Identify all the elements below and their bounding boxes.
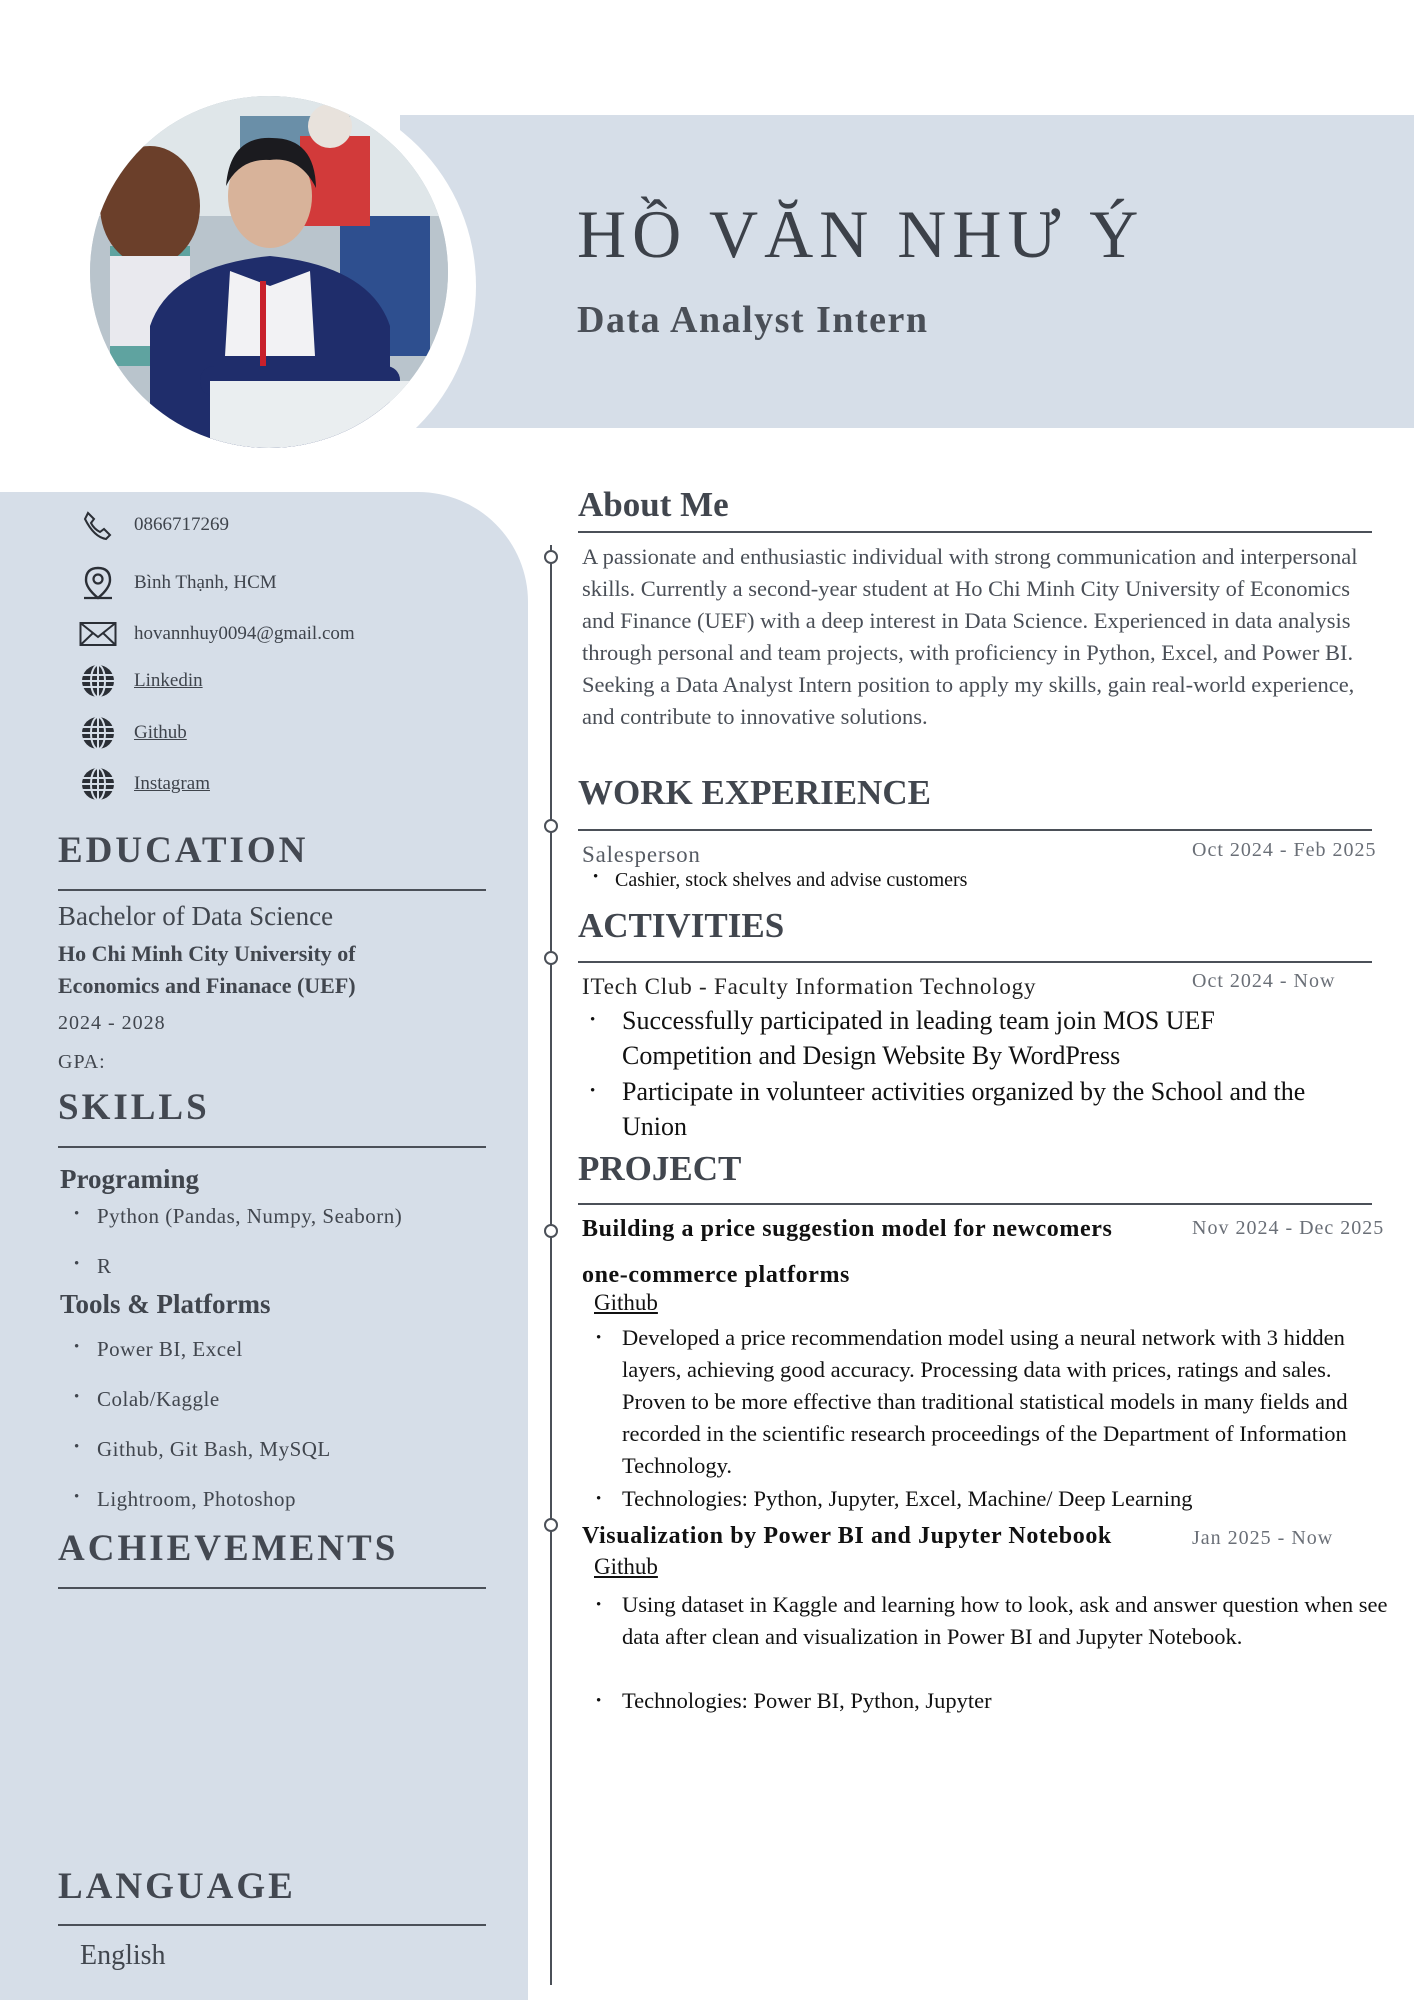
project-1-title: Building a price suggestion model for newcomers [582, 1216, 1113, 1242]
linkedin-link[interactable]: Linkedin [134, 670, 203, 691]
project-1-bullet: • Developed a price recommendation model using a neural network with 3 hidden layers, achieving good accuracy. Processing data with prices, ratings and sales. Proven to be more effective than traditional statistical models in many fields and recorded in the scientific research proceedings of the Department of Information Technology. [590, 1322, 1390, 1482]
timeline-dot [544, 1518, 558, 1532]
about-rule [578, 531, 1372, 533]
school-line-2: Economics and Finanace (UEF) [58, 973, 356, 998]
education-rule [58, 889, 486, 891]
timeline-dot [544, 819, 558, 833]
globe-icon [78, 713, 118, 753]
language-item: English [80, 1940, 166, 1971]
about-text: A passionate and enthusiastic individual with strong communication and interpersonal skills. Currently a second-year student at Ho Chi Minh City University of Economics and Finance (UEF) with a deep interest in Data Science. Experienced in data analysis through personal and team projects, with proficiency in Python, Excel, and Power BI. Seeking a Data Analyst Intern position to apply my skills, gain real-world experience, and contribute to innovative solutions. [582, 544, 1358, 729]
project-2-github-link[interactable]: Github [594, 1554, 658, 1579]
project-2-title: Visualization by Power BI and Jupyter Notebook [582, 1523, 1112, 1549]
project-2-date: Jan 2025 - Now [1192, 1527, 1334, 1549]
project-2-bullet: • Using dataset in Kaggle and learning how to look, ask and answer question when see data after clean and visualization in Power BI and Jupyter Notebook. [590, 1589, 1390, 1653]
degree: Bachelor of Data Science [58, 901, 334, 931]
contact-instagram[interactable] [78, 764, 210, 804]
tool-item: • Colab/Kaggle [74, 1387, 220, 1412]
globe-icon [78, 661, 118, 701]
activity-title: ITech Club - Faculty Information Technology [582, 974, 1037, 999]
tool-item: • Github, Git Bash, MySQL [74, 1437, 331, 1462]
programing-title: Programing [60, 1164, 199, 1194]
activity-bullet: • Successfully participated in leading team join MOS UEF Competition and Design Website By WordPress [590, 1003, 1215, 1073]
skill-item: • Python (Pandas, Numpy, Seaborn) [74, 1204, 402, 1229]
mail-icon [78, 614, 118, 654]
activities-heading: ACTIVITIES [578, 906, 785, 945]
email-text[interactable]: hovannhuy0094@gmail.com [134, 623, 355, 644]
project-rule [578, 1203, 1372, 1205]
contact-github[interactable] [78, 713, 187, 753]
location-pin-icon [78, 563, 118, 603]
project-1-github-link[interactable]: Github [594, 1290, 658, 1315]
profile-photo [90, 96, 448, 448]
activities-rule [578, 961, 1372, 963]
candidate-name: HỒ VĂN NHƯ Ý [577, 196, 1145, 272]
project-2-bullet: • Technologies: Power BI, Python, Jupyter [590, 1685, 1390, 1717]
timeline-dot [544, 1224, 558, 1238]
instagram-link[interactable]: Instagram [134, 773, 210, 794]
skills-rule [58, 1146, 486, 1148]
activity-date: Oct 2024 - Now [1192, 970, 1336, 992]
about-heading: About Me [578, 485, 729, 524]
candidate-role: Data Analyst Intern [577, 299, 929, 341]
contact-location [78, 563, 277, 603]
education-heading: EDUCATION [58, 830, 309, 871]
phone-icon [78, 505, 118, 545]
phone-number: 0866717269 [134, 514, 229, 535]
language-rule [58, 1924, 486, 1926]
location-text: Bình Thạnh, HCM [134, 572, 277, 593]
skills-heading: SKILLS [58, 1087, 210, 1128]
project-1-date: Nov 2024 - Dec 2025 [1192, 1217, 1385, 1239]
tool-item: • Power BI, Excel [74, 1337, 243, 1362]
work-heading: WORK EXPERIENCE [578, 773, 931, 812]
activity-bullet: • Participate in volunteer activities organized by the School and the Union [590, 1074, 1305, 1144]
job-date: Oct 2024 - Feb 2025 [1192, 839, 1377, 861]
skill-item: • R [74, 1254, 112, 1279]
job-title: Salesperson [582, 842, 701, 867]
language-heading: LANGUAGE [58, 1866, 296, 1907]
job-bullet: • Cashier, stock shelves and advise customers [593, 869, 967, 892]
project-1-bullet: • Technologies: Python, Jupyter, Excel, Machine/ Deep Learning [590, 1483, 1390, 1515]
github-link[interactable]: Github [134, 722, 187, 743]
gpa-label: GPA: [58, 1051, 106, 1073]
contact-phone [78, 505, 229, 545]
education-years: 2024 - 2028 [58, 1012, 166, 1034]
school-line-1: Ho Chi Minh City University of [58, 941, 356, 966]
work-rule [578, 829, 1372, 831]
contact-linkedin[interactable] [78, 661, 203, 701]
globe-icon [78, 764, 118, 804]
timeline-dot [544, 951, 558, 965]
achievements-heading: ACHIEVEMENTS [58, 1528, 399, 1569]
timeline-line [550, 545, 552, 1985]
tool-item: • Lightroom, Photoshop [74, 1487, 296, 1512]
achievements-rule [58, 1587, 486, 1589]
tools-title: Tools & Platforms [60, 1289, 271, 1319]
project-heading: PROJECT [578, 1149, 742, 1188]
contact-email [78, 614, 355, 654]
project-1-title-cont: one-commerce platforms [582, 1262, 850, 1288]
timeline-dot [544, 550, 558, 564]
